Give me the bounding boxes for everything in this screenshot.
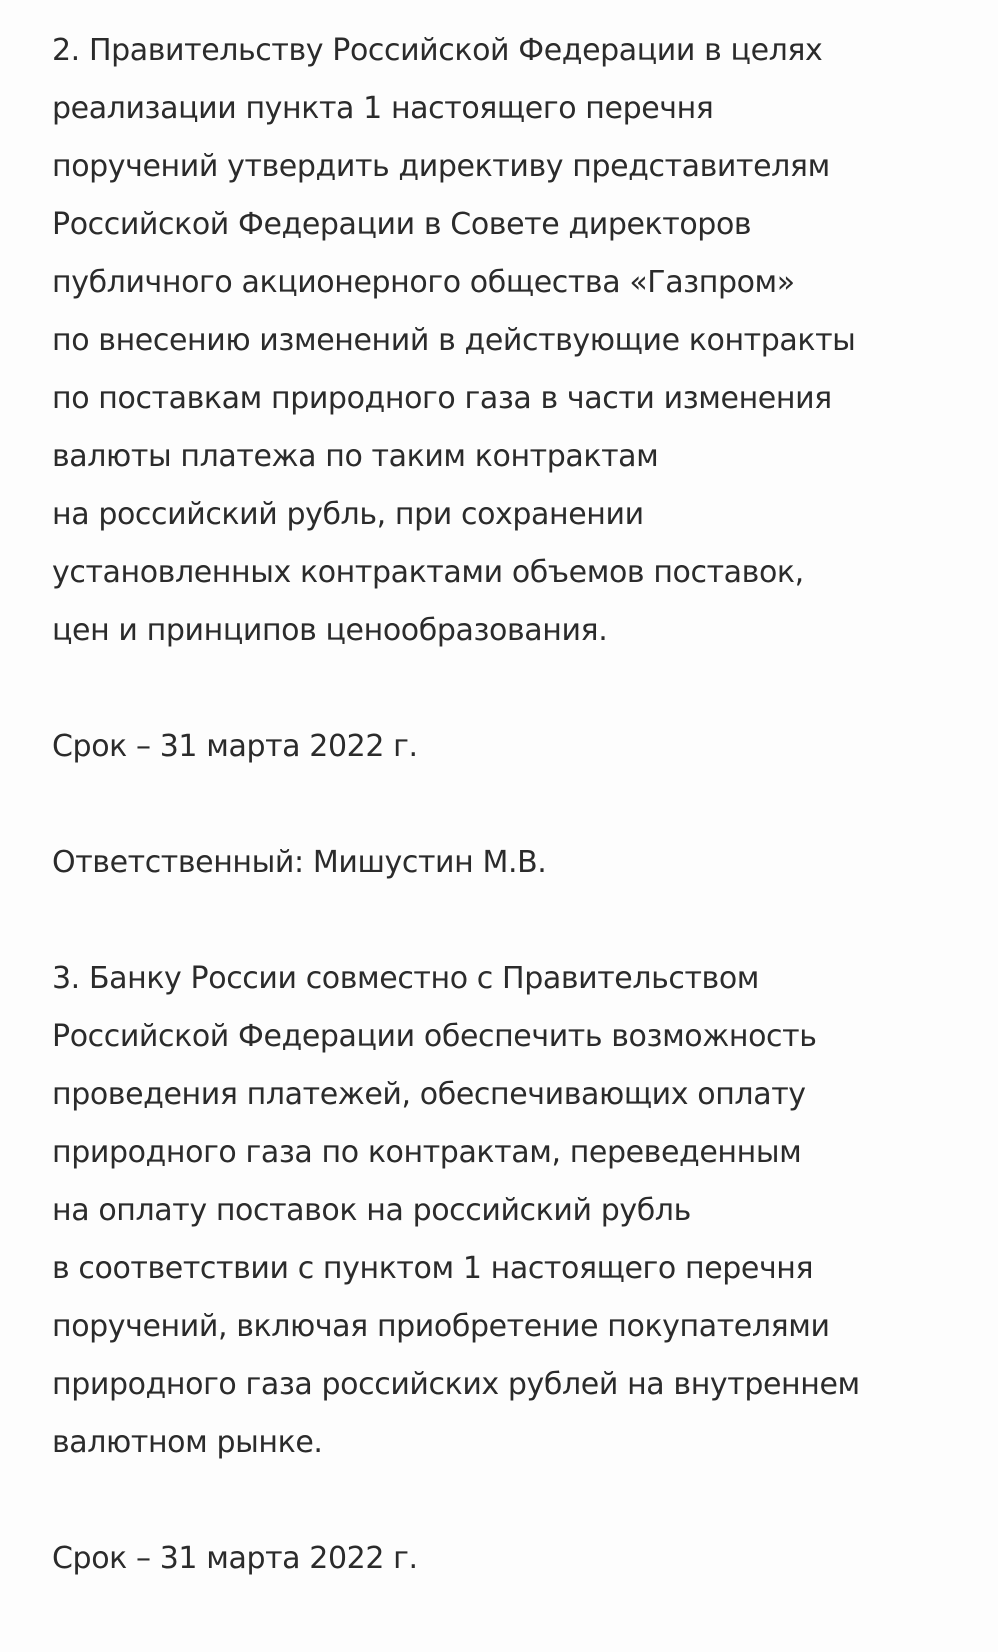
paragraph-line: поручений, включая приобретение покупателями [52, 1309, 830, 1344]
paragraph-item-2 [52, 22, 982, 660]
paragraph-line: по поставкам природного газа в части изменения [52, 381, 832, 416]
paragraph-line: проведения платежей, обеспечивающих оплату [52, 1077, 806, 1112]
paragraph-line: 3. Банку России совместно с Правительством [52, 961, 760, 996]
paragraph-line: Российской Федерации в Совете директоров [52, 207, 752, 242]
responsible-2: Ответственный: Мишустин М.В. [52, 845, 547, 880]
paragraph-spacer [52, 776, 982, 834]
paragraph-line: валюты платежа по таким контрактам [52, 439, 659, 474]
paragraph-line: цен и принципов ценообразования. [52, 613, 608, 648]
paragraph-line: Российской Федерации обеспечить возможность [52, 1019, 817, 1054]
paragraph-line: на оплату поставок на российский рубль [52, 1193, 691, 1228]
paragraph-line: публичного акционерного общества «Газпром» [52, 265, 795, 300]
paragraph-spacer [52, 660, 982, 718]
paragraph-spacer [52, 892, 982, 950]
deadline-3: Срок – 31 марта 2022 г. [52, 1541, 418, 1576]
paragraph-line: на российский рубль, при сохранении [52, 497, 644, 532]
paragraph-line: природного газа по контрактам, переведенным [52, 1135, 802, 1170]
paragraph-line: валютном рынке. [52, 1425, 323, 1460]
paragraph-item-3 [52, 950, 982, 1472]
paragraph-line: установленных контрактами объемов поставок, [52, 555, 804, 590]
document-text [52, 22, 982, 1588]
paragraph-line: природного газа российских рублей на внутреннем [52, 1367, 860, 1402]
paragraph-line: реализации пункта 1 настоящего перечня [52, 91, 714, 126]
paragraph-line: по внесению изменений в действующие контракты [52, 323, 856, 358]
paragraph-spacer [52, 1472, 982, 1530]
paragraph-line: 2. Правительству Российской Федерации в целях [52, 33, 823, 68]
deadline-2: Срок – 31 марта 2022 г. [52, 729, 418, 764]
paragraph-line: в соответствии с пунктом 1 настоящего перечня [52, 1251, 814, 1286]
paragraph-line: поручений утвердить директиву представителям [52, 149, 830, 184]
